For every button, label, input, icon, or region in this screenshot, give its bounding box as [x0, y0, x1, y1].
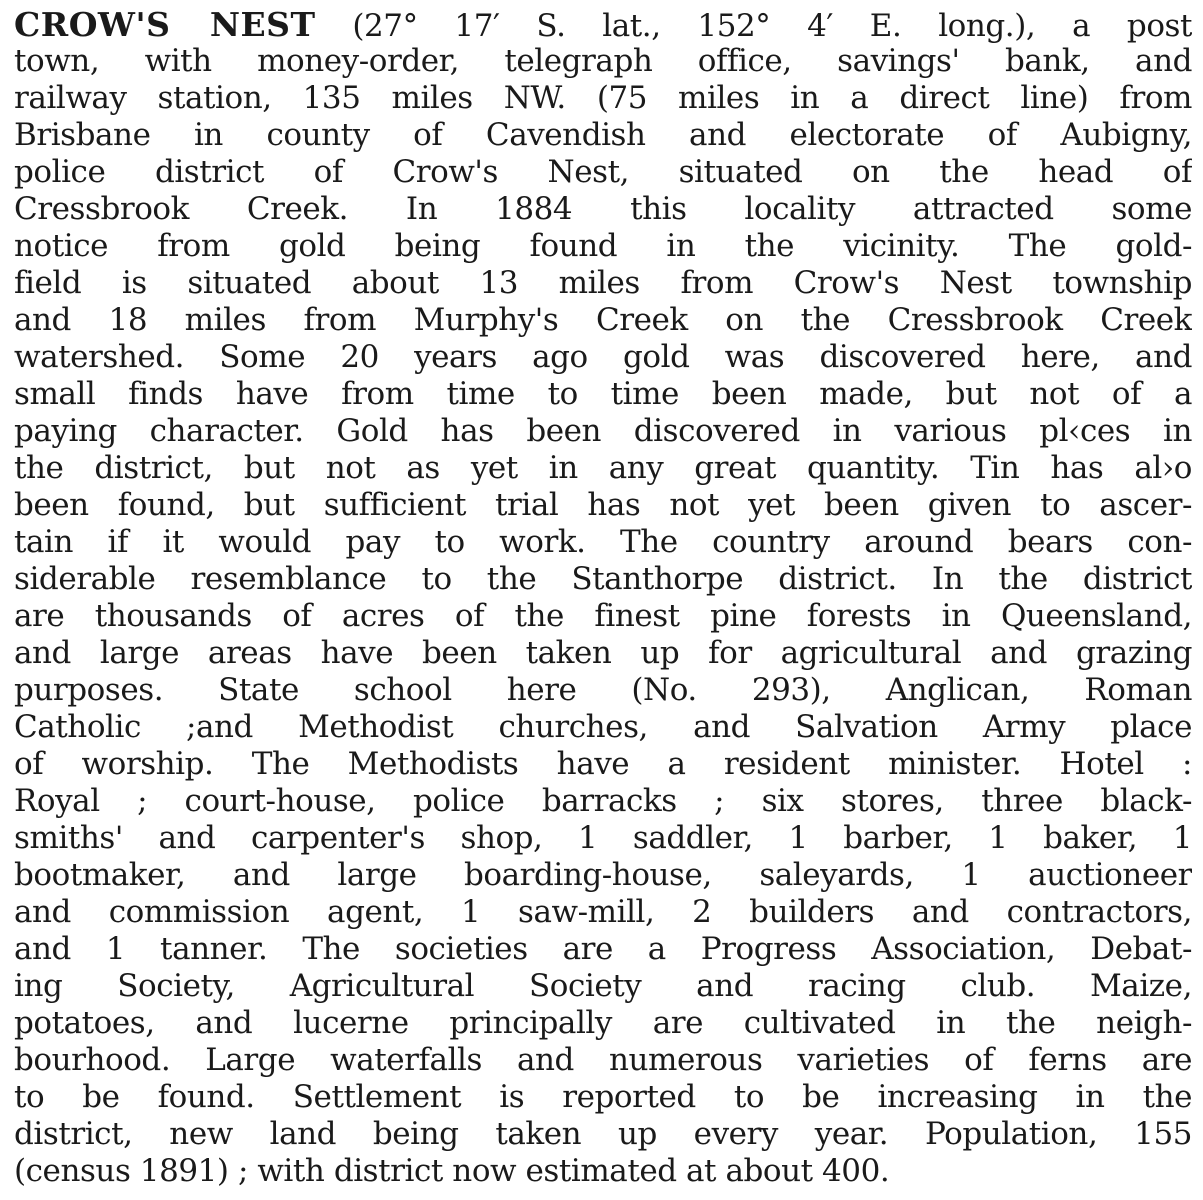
entry-line-27: ing Society, Agricultural Society and racing club. Maize, — [14, 968, 1192, 1004]
entry-line-30: to be found. Settlement is reported to be increasing in the — [14, 1079, 1192, 1115]
entry-line-6: Cressbrook Creek. In 1884 this locality attracted some — [14, 191, 1192, 227]
entry-line-15: tain if it would pay to work. The country around bears con- — [14, 524, 1192, 560]
entry-line-1 — [14, 6, 1192, 43]
entry-line-19: purposes. State school here (No. 293), Anglican, Roman — [14, 672, 1192, 708]
gazetteer-entry — [14, 6, 1192, 1190]
entry-line-5: police district of Crow's Nest, situated on the head of — [14, 154, 1192, 190]
entry-line-16: siderable resemblance to the Stanthorpe district. In the district — [14, 561, 1192, 597]
entry-line-28: potatoes, and lucerne principally are cultivated in the neigh- — [14, 1005, 1192, 1041]
entry-line-13: the district, but not as yet in any great quantity. Tin has al›o — [14, 450, 1192, 486]
headword: CROW'S NEST — [14, 6, 316, 43]
entry-line-21: of worship. The Methodists have a resident minister. Hotel : — [14, 746, 1192, 782]
entry-line-20: Catholic ;and Methodist churches, and Salvation Army place — [14, 709, 1192, 745]
entry-line-24: bootmaker, and large boarding-house, saleyards, 1 auctioneer — [14, 857, 1192, 893]
entry-line-11: small finds have from time to time been made, but not of a — [14, 376, 1192, 412]
entry-line-31: district, new land being taken up every year. Population, 155 — [14, 1116, 1192, 1152]
entry-line-7: notice from gold being found in the vicinity. The gold- — [14, 228, 1192, 264]
entry-line-9: and 18 miles from Murphy's Creek on the Cressbrook Creek — [14, 302, 1192, 338]
entry-line-32: (census 1891) ; with district now estimated at about 400. — [14, 1153, 890, 1189]
entry-line-10: watershed. Some 20 years ago gold was discovered here, and — [14, 339, 1192, 375]
entry-line-29: bourhood. Large waterfalls and numerous varieties of ferns are — [14, 1042, 1192, 1078]
entry-line-2: town, with money-order, telegraph office, savings' bank, and — [14, 43, 1192, 79]
entry-line-4: Brisbane in county of Cavendish and electorate of Aubigny, — [14, 117, 1192, 153]
entry-line-14: been found, but sufficient trial has not yet been given to ascer- — [14, 487, 1192, 523]
entry-line-17: are thousands of acres of the finest pine forests in Queensland, — [14, 598, 1192, 634]
entry-line-23: smiths' and carpenter's shop, 1 saddler, 1 barber, 1 baker, 1 — [14, 820, 1192, 856]
entry-coordinates: (27° 17′ S. lat., 152° 4′ E. long.), a post — [352, 8, 1192, 43]
entry-line-18: and large areas have been taken up for agricultural and grazing — [14, 635, 1192, 671]
entry-line-12: paying character. Gold has been discovered in various pl‹ces in — [14, 413, 1192, 449]
entry-line-8: field is situated about 13 miles from Crow's Nest township — [14, 265, 1192, 301]
entry-line-22: Royal ; court-house, police barracks ; six stores, three black- — [14, 783, 1192, 819]
entry-line-25: and commission agent, 1 saw-mill, 2 builders and contractors, — [14, 894, 1192, 930]
entry-line-3: railway station, 135 miles NW. (75 miles in a direct line) from — [14, 80, 1192, 116]
entry-line-26: and 1 tanner. The societies are a Progress Association, Debat- — [14, 931, 1192, 967]
